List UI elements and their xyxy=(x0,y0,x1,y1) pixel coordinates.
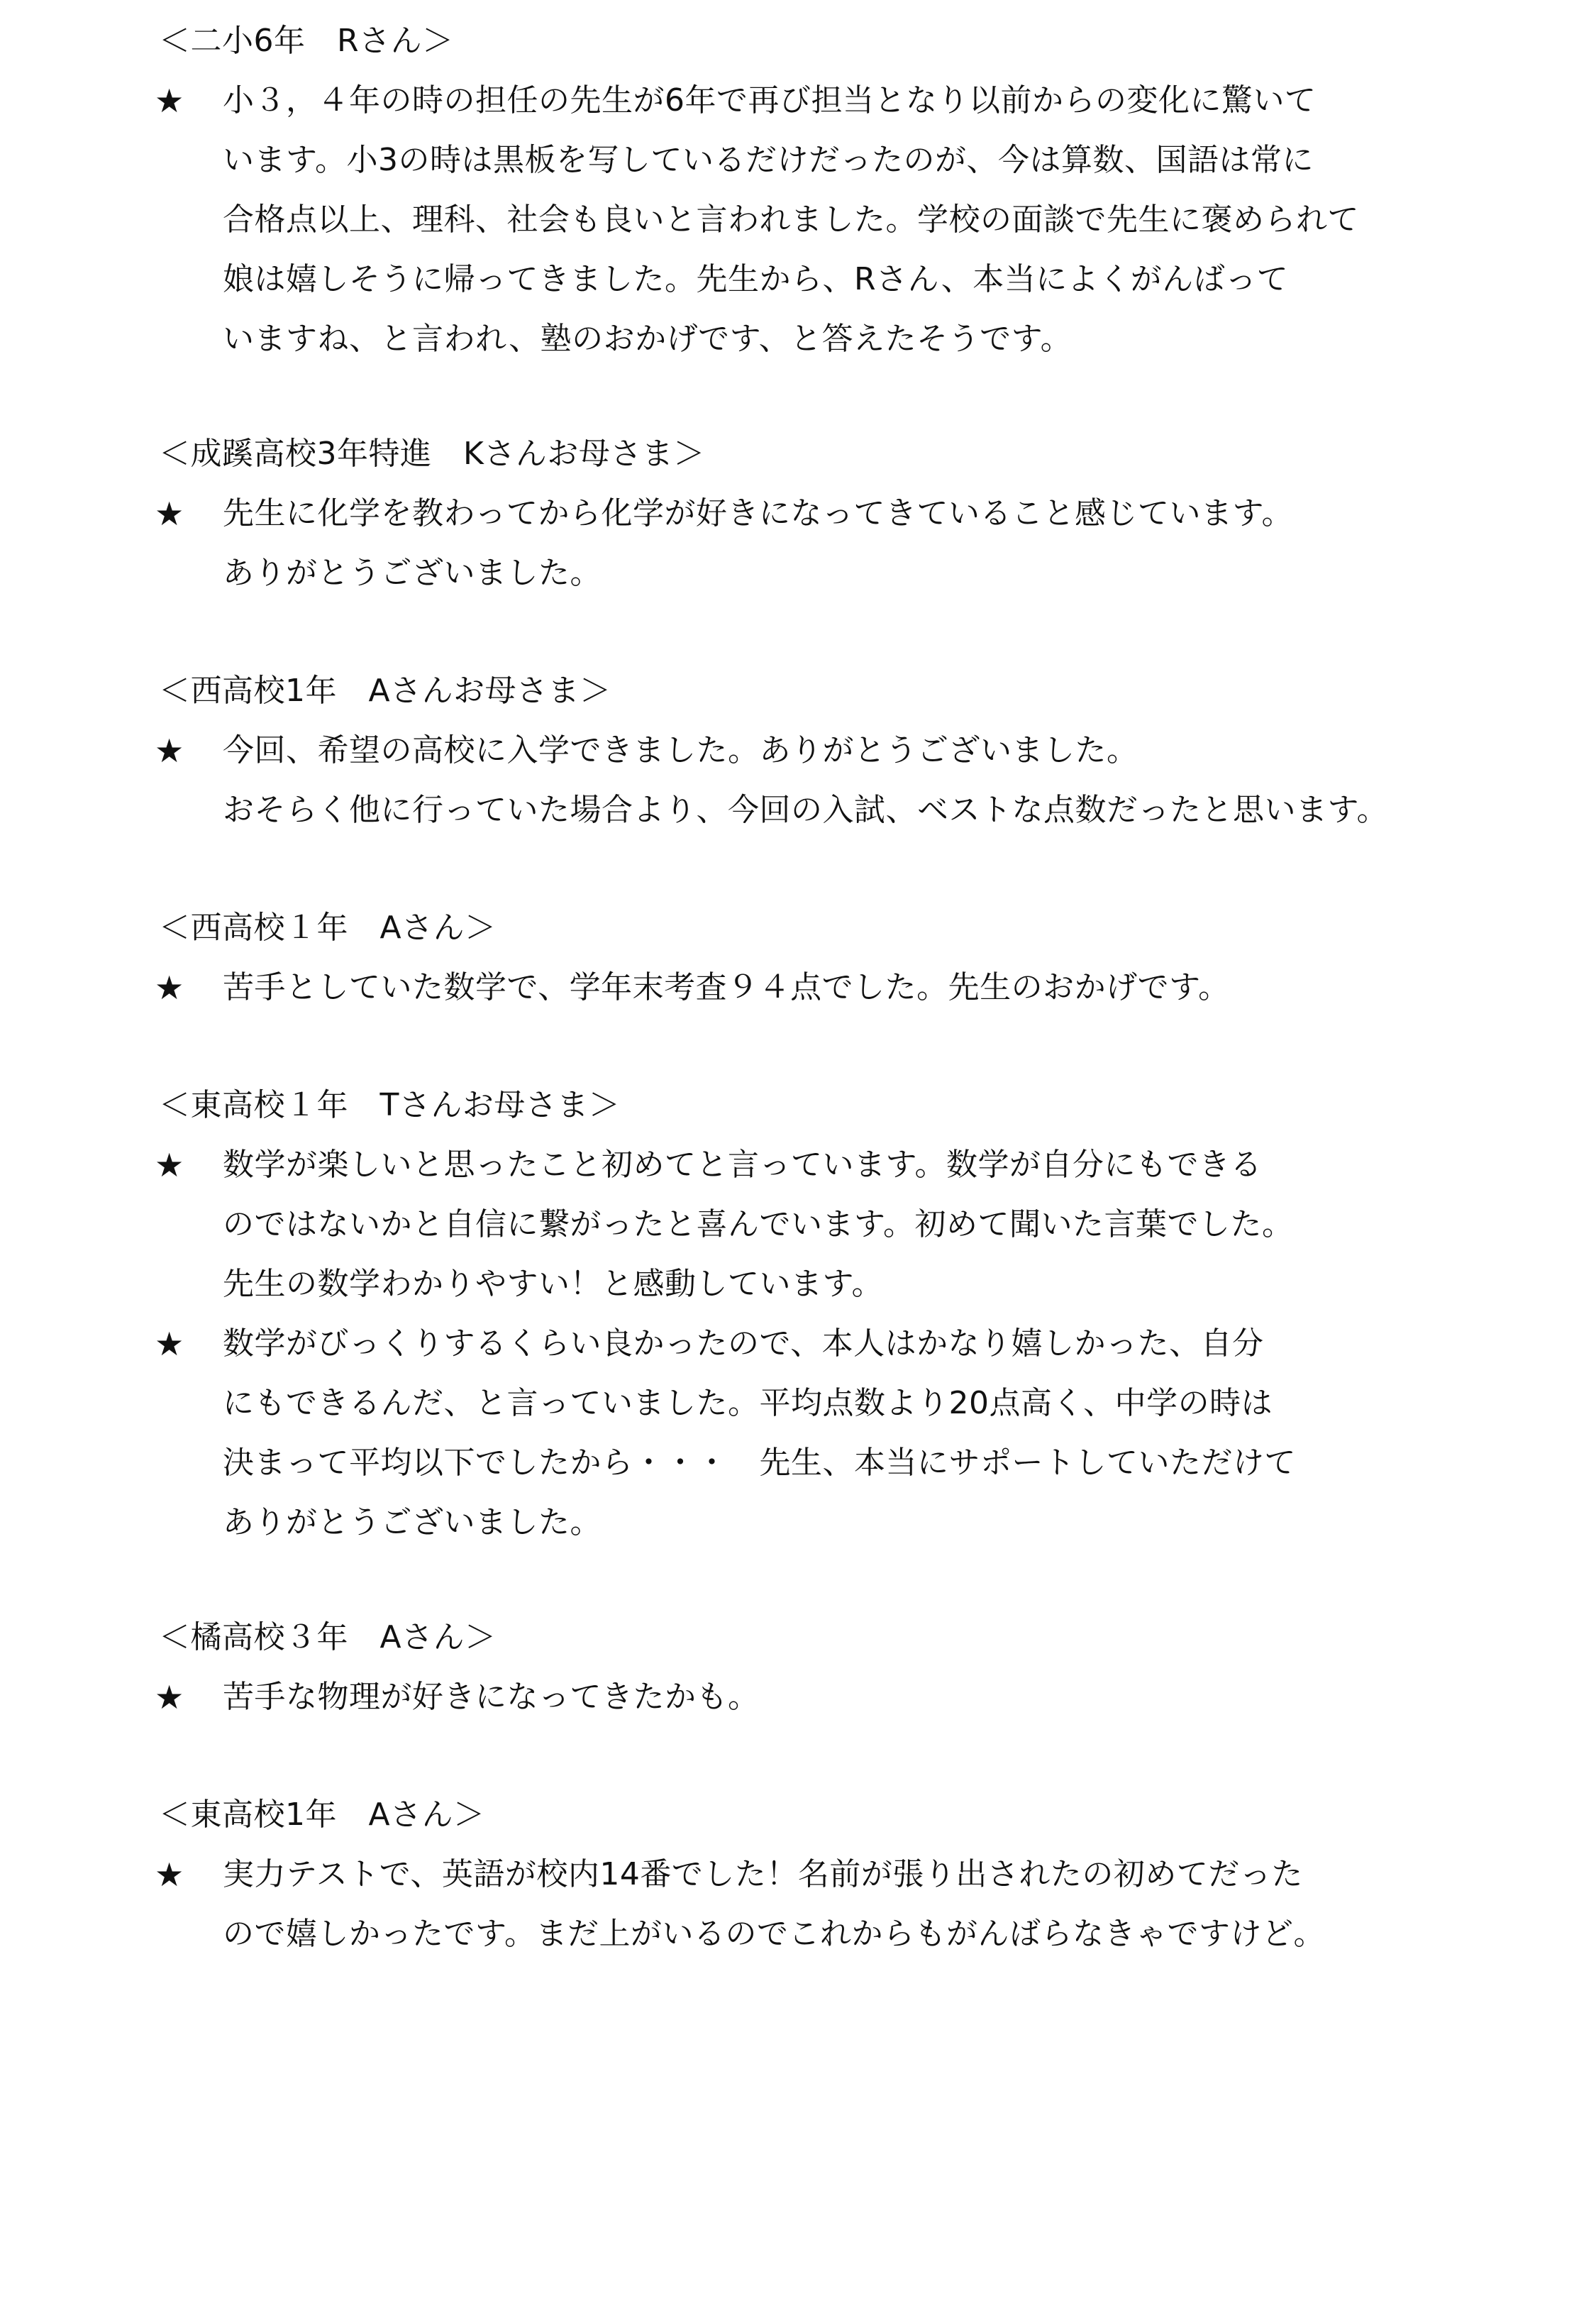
testimonial-line: ありがとうございました。 xyxy=(223,1504,602,1540)
star-bullet-icon: ★ xyxy=(155,1146,184,1184)
testimonial-line: 実力テストで、英語が校内14番でした！名前が張り出されたの初めてだった xyxy=(223,1856,1303,1892)
testimonial-heading: ＜橘高校３年 Aさん＞ xyxy=(159,1619,497,1655)
testimonial-line: 苦手な物理が好きになってきたかも。 xyxy=(223,1679,760,1715)
testimonial-line: のではないかと自信に繋がったと喜んでいます。初めて聞いた言葉でした。 xyxy=(223,1206,1294,1242)
testimonial-line: いますね、と言われ、塾のおかげです、と答えたそうです。 xyxy=(223,321,1073,357)
testimonial-heading: ＜西高校1年 Aさんお母さま＞ xyxy=(159,673,611,709)
testimonial-line: 先生に化学を教わってから化学が好きになってきていること感じています。 xyxy=(223,495,1294,531)
testimonial-line: 数学が楽しいと思ったこと初めてと言っています。数学が自分にもできる xyxy=(223,1147,1262,1183)
testimonial-line: にもできるんだ、と言っていました。平均点数より20点高く、中学の時は xyxy=(223,1385,1273,1421)
testimonial-line: 合格点以上、理科、社会も良いと言われました。学校の面談で先生に褒められて xyxy=(223,202,1359,238)
testimonial-line: 数学がびっくりするくらい良かったので、本人はかなり嬉しかった、自分 xyxy=(223,1325,1264,1362)
testimonial-line: 決まって平均以下でしたから・・・ 先生、本当にサポートしていただけて xyxy=(223,1445,1296,1481)
testimonial-heading: ＜東高校1年 Aさん＞ xyxy=(159,1797,485,1833)
star-bullet-icon: ★ xyxy=(155,1325,184,1363)
testimonial-line: 娘は嬉しそうに帰ってきました。先生から、Rさん、本当によくがんばって xyxy=(223,261,1289,297)
testimonial-line: ありがとうございました。 xyxy=(223,555,602,591)
star-bullet-icon: ★ xyxy=(155,1678,184,1716)
testimonial-line: 小３，４年の時の担任の先生が6年で再び担当となり以前からの変化に驚いて xyxy=(223,82,1317,118)
testimonial-line: 今回、希望の高校に入学できました。ありがとうございました。 xyxy=(223,732,1138,768)
testimonial-line: 苦手としていた数学で、学年末考査９４点でした。先生のおかげです。 xyxy=(223,969,1230,1005)
star-bullet-icon: ★ xyxy=(155,495,184,533)
testimonial-heading: ＜西高校１年 Aさん＞ xyxy=(159,910,497,946)
testimonial-line: ので嬉しかったです。まだ上がいるのでこれからもがんばらなきゃですけど。 xyxy=(223,1916,1325,1952)
star-bullet-icon: ★ xyxy=(155,969,184,1007)
testimonial-heading: ＜成蹊高校3年特進 Kさんお母さま＞ xyxy=(159,436,705,472)
testimonial-heading: ＜東高校１年 Tさんお母さま＞ xyxy=(159,1087,621,1123)
star-bullet-icon: ★ xyxy=(155,1855,184,1894)
testimonial-line: 先生の数学わかりやすい！と感動しています。 xyxy=(223,1266,883,1302)
testimonial-heading: ＜二小6年 Rさん＞ xyxy=(159,23,454,59)
star-bullet-icon: ★ xyxy=(155,82,184,120)
star-bullet-icon: ★ xyxy=(155,732,184,770)
testimonial-line: おそらく他に行っていた場合より、今回の入試、ベストな点数だったと思います。 xyxy=(223,792,1388,828)
testimonial-line: います。小3の時は黒板を写しているだけだったのが、今は算数、国語は常に xyxy=(223,142,1314,178)
